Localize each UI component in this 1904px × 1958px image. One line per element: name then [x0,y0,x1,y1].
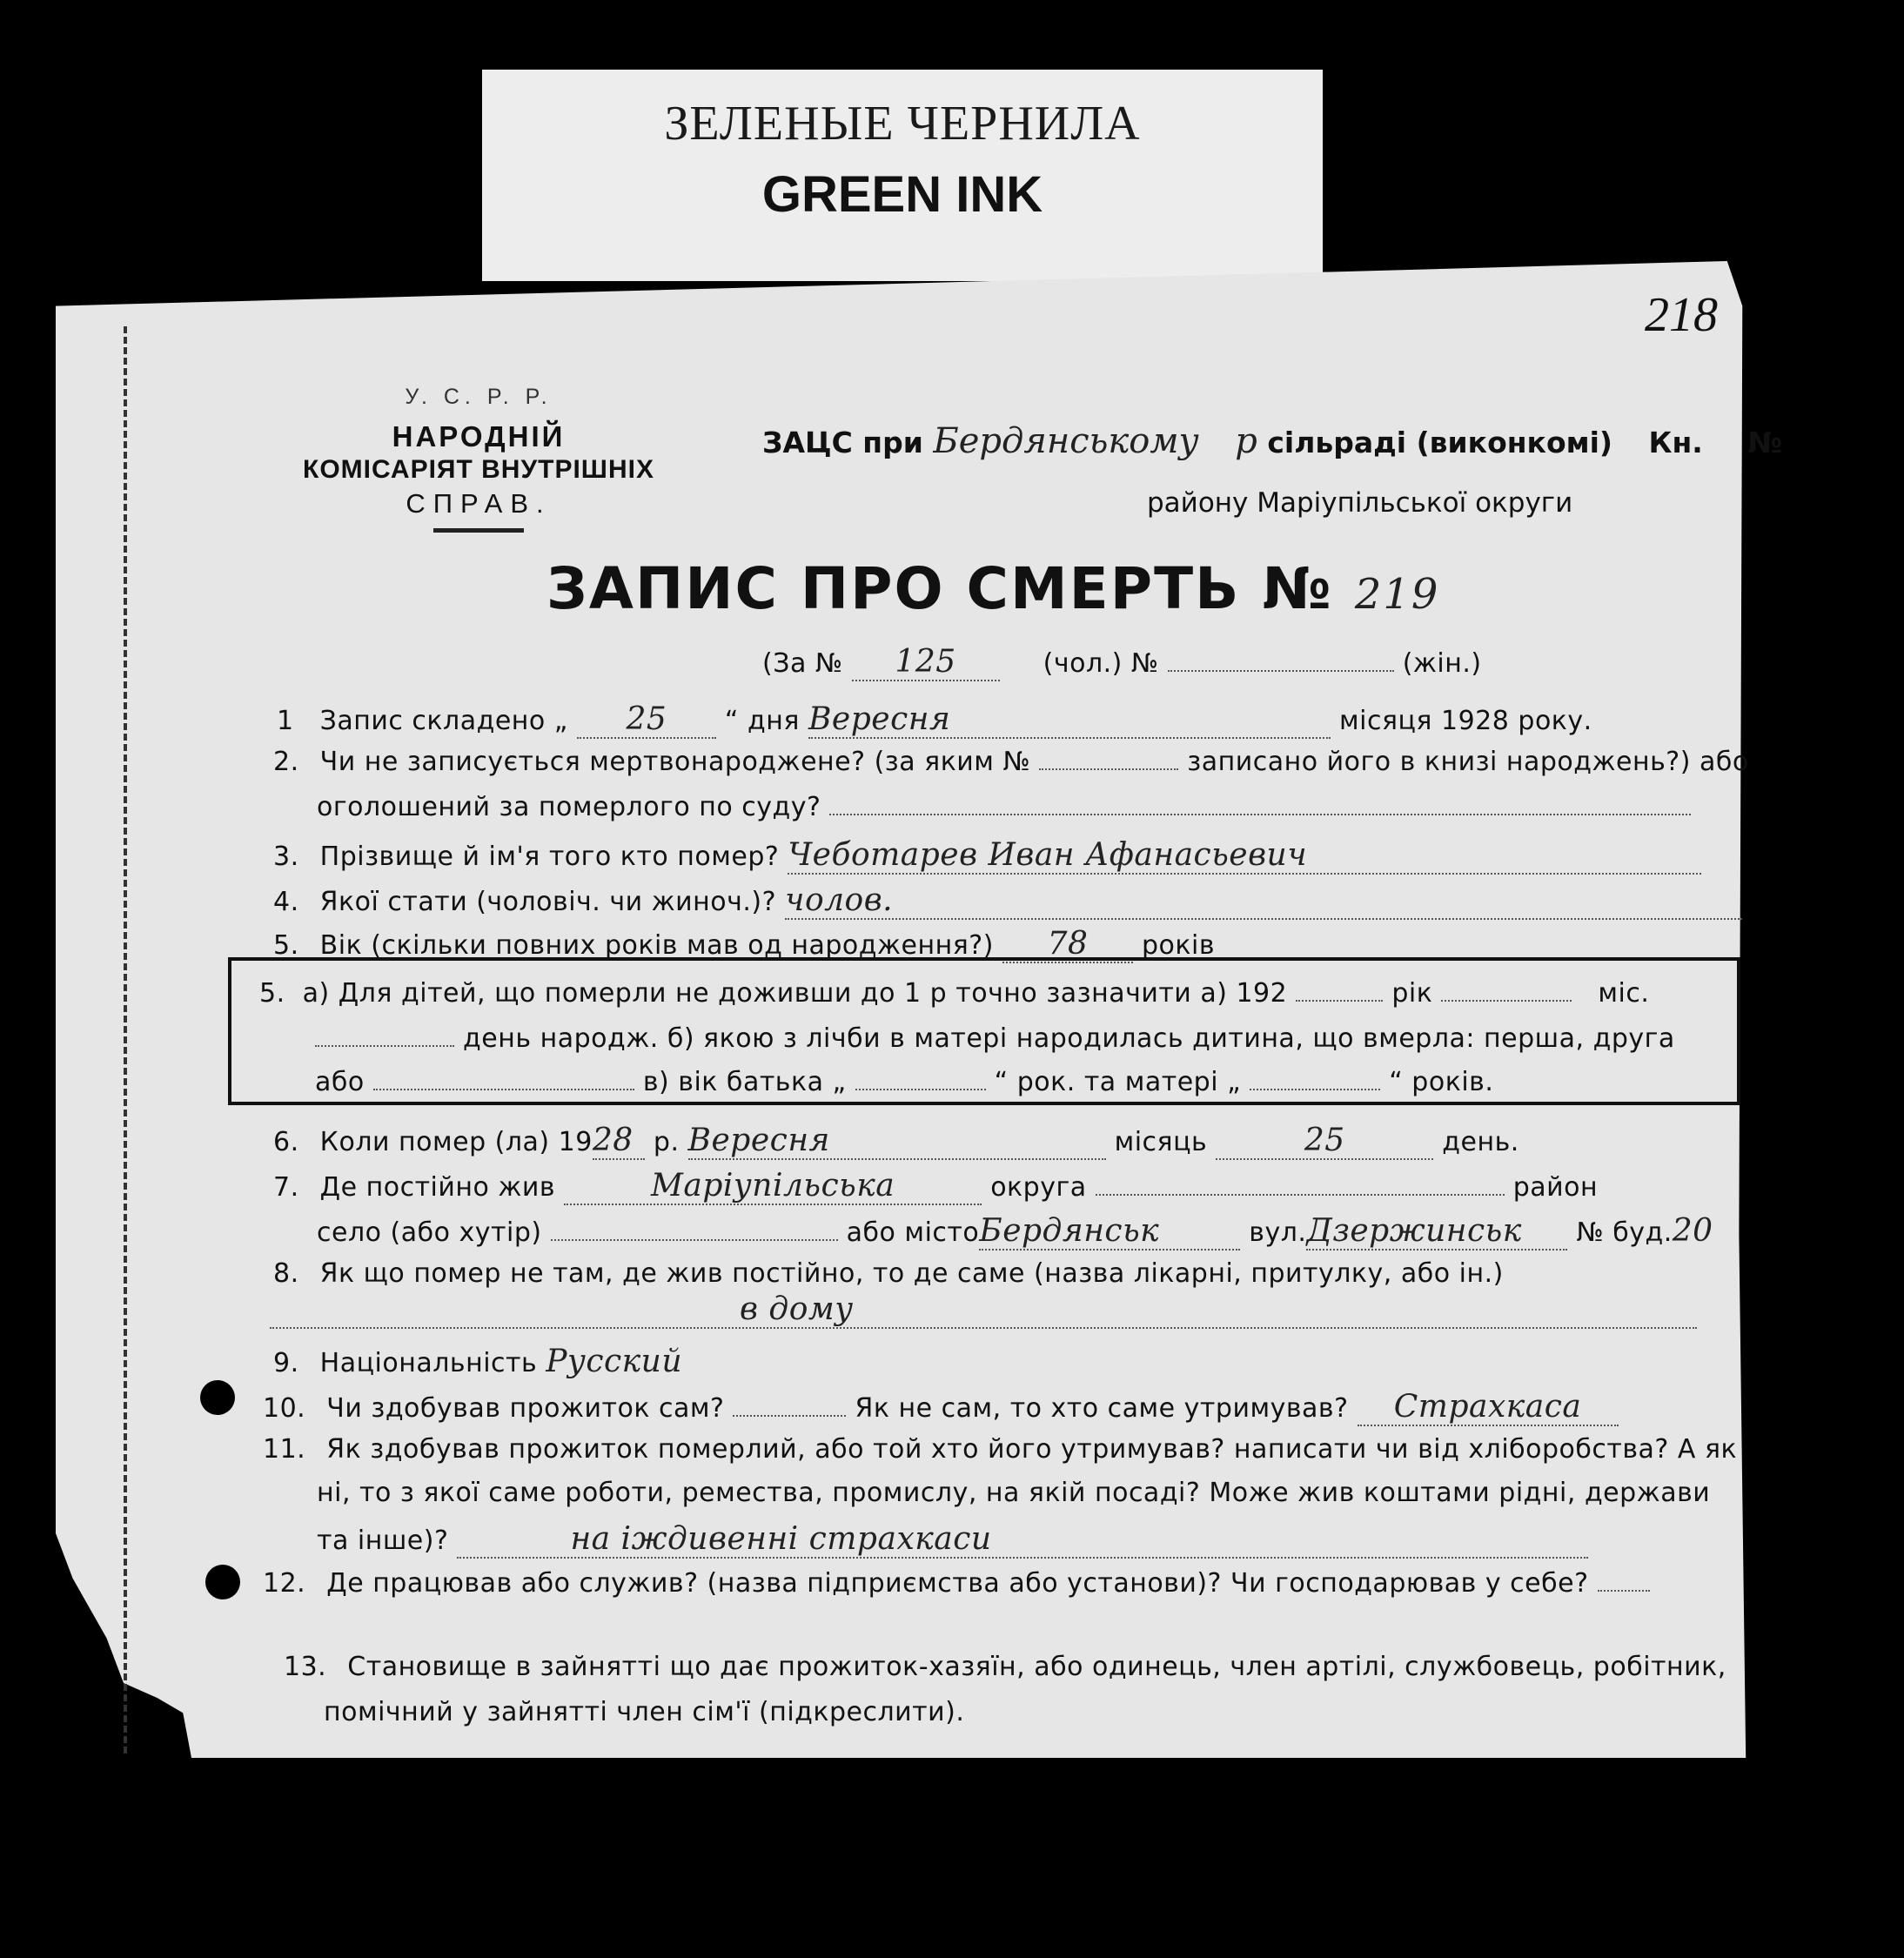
item-8 [273,1258,1504,1289]
item-3-label: Прізвище й ім'я того кто помер? [319,842,780,872]
item-13-text-2: помічний у зайнятті член сім'ї (підкреслити). [324,1697,965,1727]
item-7-raion-label: район [1512,1172,1599,1203]
men-number-value: 125 [852,644,1000,681]
item-3-number: 3. [273,842,299,872]
subtitle-line [762,644,1482,681]
perforation-line [124,326,127,1753]
district-line: району Маріупільської округи [1147,487,1573,519]
item-11-text-1: Як здобував прожиток померлий, або той хто його утримував? написати чи від хліборобства? А як [326,1434,1738,1465]
item-10-self-blank [733,1415,846,1417]
item-12-label: Де працював або служив? (назва підприємства або установи)? Чи господарював у себе? [326,1568,1589,1599]
item-6-month-label: місяць [1114,1127,1208,1157]
item-11-number: 11. [263,1434,306,1465]
item-6-month-value: Вересня [688,1123,1106,1160]
item-5a-year-blank [1296,1000,1383,1002]
item-5a-line-2 [315,1023,1675,1054]
item-5a-line-1 [259,978,1649,1009]
item-11-text-3: та інше)? [317,1525,449,1556]
item-13-text-1: Становище в зайнятті що дає прожиток-хазяїн, або одинець, член артілі, службовець, робітник, [347,1652,1726,1682]
item-7-okruha-value: Маріупільська [564,1168,982,1205]
item-7-house-label: № буд. [1576,1217,1673,1248]
item-7 [273,1168,1598,1205]
item-1-number: 1 [277,706,294,736]
item-5a-year-label: рік [1391,978,1433,1009]
subtitle-prefix: (За № [762,648,843,679]
item-5-years-label: років [1142,930,1216,961]
item-7-number: 7. [273,1172,299,1203]
item-5a-years-label: “ років. [1389,1067,1494,1097]
item-2-label-c: оголошений за померлого по суду? [317,792,821,822]
item-6-label: Коли помер (ла) 19 [319,1127,593,1157]
item-7-street-value: Дзержинськ [1306,1213,1567,1251]
item-5-age-value: 78 [1002,926,1133,963]
zags-suffix: сільраді (виконкомі) [1267,426,1612,459]
item-5a-text-1: а) Для дітей, що померли не доживши до 1 р точно зазначити а) 192 [302,978,1288,1009]
item-4-label: Якої стати (чоловіч. чи жиноч.)? [319,887,776,917]
item-7-city-value: Бердянськ [979,1213,1240,1251]
header-rule [433,528,524,533]
item-12-number: 12. [263,1568,306,1599]
item-1-month-value: Вересня [808,701,1331,739]
item-1-day-label: “ дня [724,706,800,736]
men-label: (чол.) № [1043,648,1159,679]
book-label: Кн. [1648,426,1703,459]
zags-handwritten-r: р [1235,421,1257,461]
item-3 [273,837,1701,875]
item-2-cont [317,792,1691,822]
item-2-blank [1039,768,1178,770]
punch-hole-1 [200,1380,235,1415]
item-11-text-2: ні, то з якої саме роботи, ремества, промислу, на якій посаді? Може жив коштами рідні, держави [317,1478,1711,1508]
item-2-label-b: записано його в книзі народжень?) або [1187,747,1749,777]
item-4 [273,882,1742,920]
item-1 [277,701,1592,739]
item-11-line-2 [317,1478,1710,1508]
issuer-header [252,385,705,533]
item-7-village-blank [551,1239,838,1241]
item-11-line-3 [317,1521,1588,1559]
item-4-number: 4. [273,887,299,917]
record-number: 219 [1354,570,1440,619]
item-4-sex-value: чолов. [785,882,1742,920]
item-5a-mother-label: “ рок. та матері „ [994,1067,1242,1097]
item-2-blank-2 [829,814,1691,815]
item-12-blank [1598,1590,1650,1592]
item-7-street-label: вул. [1249,1217,1307,1248]
item-6-year-value: 28 [593,1123,645,1160]
item-6-day-value: 25 [1216,1123,1433,1160]
item-6 [273,1123,1519,1160]
item-9-label: Національність [319,1348,538,1378]
zags-handwritten-place: Бердянському [933,421,1199,461]
item-13-number: 13. [284,1652,327,1682]
item-5-label: Вік (скільки повних років мав од народження?) [319,930,994,961]
form-title [546,555,1439,622]
registry-office-line [762,421,1782,461]
item-5a-father-blank [855,1089,986,1090]
item-9 [273,1344,682,1379]
punch-hole-2 [205,1565,240,1599]
men-number-blank [1168,670,1394,672]
item-2 [273,747,1749,777]
label-russian: ЗЕЛЕНЫЕ ЧЕРНИЛА [664,97,1141,151]
usrr-label: У. С. Р. Р. [405,385,553,409]
org-line-2: КОМІСАРІЯТ ВНУТРІШНІХ [303,455,654,484]
item-9-nationality-value: Русский [546,1344,683,1379]
item-7-house-value: 20 [1672,1213,1713,1249]
item-13 [284,1652,1726,1682]
item-5-number: 5. [273,930,299,961]
item-5a-text-2: день народж. б) якою з лічби в матері народилась дитина, що вмерла: перша, друга [463,1023,1675,1054]
item-8-cont [270,1291,1697,1329]
item-7-village-label: село (або хутір) [317,1217,542,1248]
zags-prefix: ЗАЦС при [762,426,923,459]
item-5a-line-3 [315,1067,1493,1097]
item-1-label: Запис складено „ [319,706,568,736]
item-6-year-label: р. [653,1127,680,1157]
item-2-label: Чи не записується мертвонароджене? (за яким № [319,747,1031,777]
item-10-supporter-label: Як не сам, то хто саме утримував? [855,1393,1349,1424]
org-line-3: СПРАВ. [406,488,552,519]
item-6-number: 6. [273,1127,299,1157]
item-10 [263,1389,1619,1426]
item-5a-number: 5. [259,978,285,1009]
item-5a-mother-blank [1250,1089,1380,1090]
book-number-label: № [1747,426,1783,459]
item-7-label: Де постійно жив [319,1172,556,1203]
item-11-livelihood-value: на іждивенні страхкаси [457,1521,1588,1559]
item-6-day-label: день. [1442,1127,1519,1157]
item-7-raion-blank [1096,1194,1505,1196]
item-8-number: 8. [273,1258,299,1289]
item-7-city-label: або місто [846,1217,980,1248]
ink-label-card [482,70,1323,281]
item-12 [263,1568,1650,1599]
item-10-number: 10. [263,1393,306,1424]
item-5a-month-label: міс. [1598,978,1650,1009]
item-9-number: 9. [273,1348,299,1378]
item-5a-father-label: в) вік батька „ [642,1067,847,1097]
item-13-line-2 [324,1697,964,1727]
item-8-label: Як що помер не там, де жив постійно, то де саме (назва лікарні, притулку, або ін.) [319,1258,1504,1289]
page-number: 218 [1645,288,1718,342]
item-7-okruha-label: округа [990,1172,1087,1203]
women-label: (жін.) [1402,648,1482,679]
title-text: ЗАПИС ПРО СМЕРТЬ № [546,555,1333,622]
item-5a-day-blank [315,1045,454,1047]
item-2-number: 2. [273,747,299,777]
item-10-label: Чи здобував прожиток сам? [326,1393,725,1424]
item-3-name-value: Чеботарев Иван Афанасьевич [788,837,1701,875]
item-1-day-value: 25 [577,701,716,739]
item-5a-month-blank [1441,1000,1572,1002]
item-10-supporter-value: Страхкаса [1358,1389,1619,1426]
item-11 [263,1434,1737,1465]
item-1-year-label: місяця 1928 року. [1339,706,1592,736]
item-5a-or-label: або [315,1067,365,1097]
label-english: GREEN INK [761,166,1043,223]
item-8-place-value: в дому [270,1291,1697,1329]
org-line-1: НАРОДНІЙ [392,420,566,453]
item-7-cont [317,1213,1713,1251]
item-5a-order-blank [373,1089,634,1090]
